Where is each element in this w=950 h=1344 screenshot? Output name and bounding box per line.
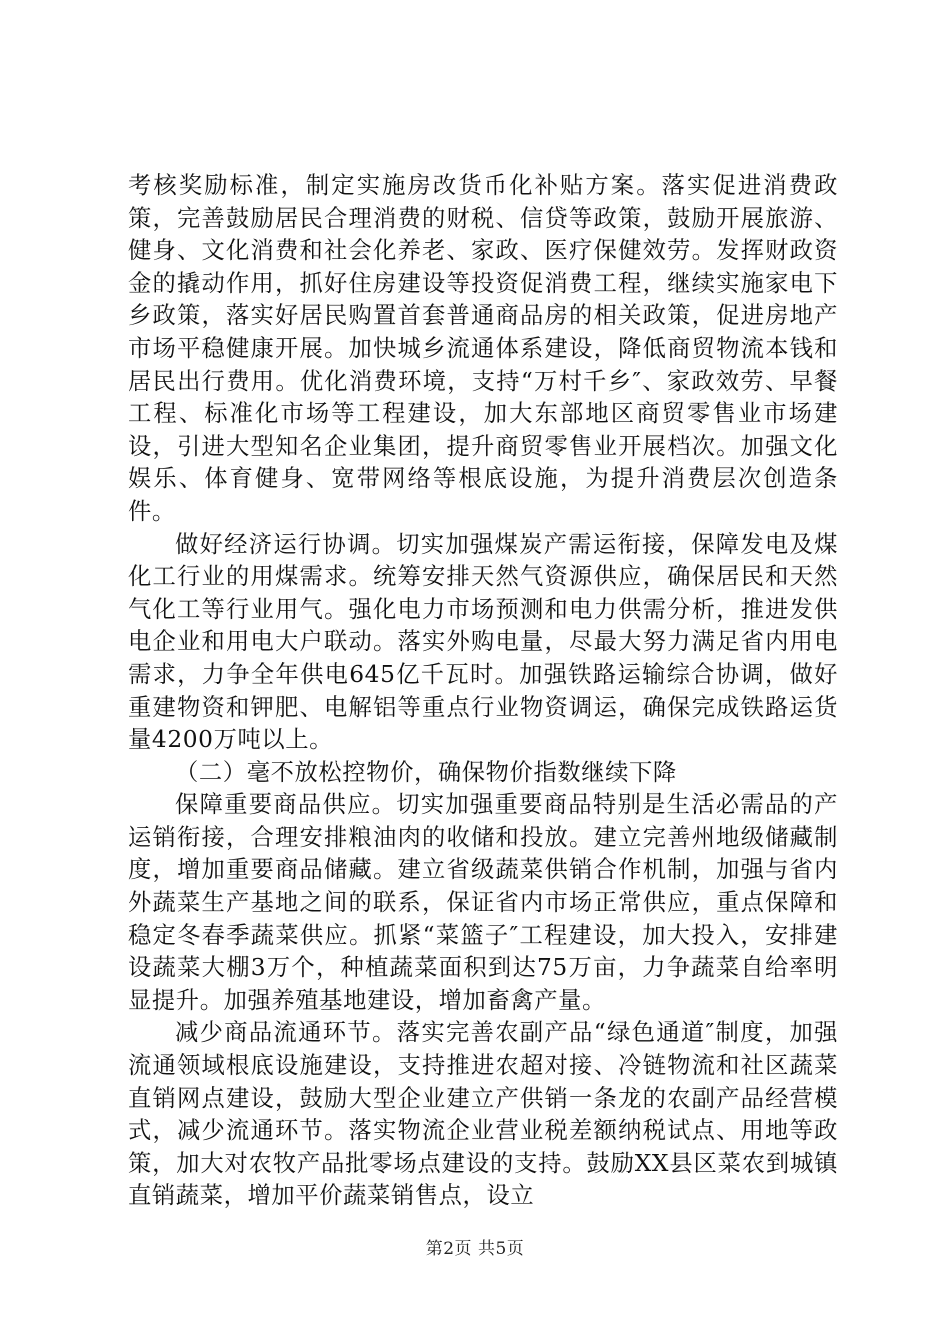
paragraph-consumption-policy: 考核奖励标准，制定实施房改货币化补贴方案。落实促进消费政策，完善鼓励居民合理消费的财税、信贷等政策，鼓励开展旅游、健身、文化消费和社会化养老、家政、医疗保健效劳。发挥财政资金的撬动作用，抓好住房建设等投资促消费工程，继续实施家电下乡政策，落实好居民购置首套普通商品房的相关政策，促进房地产市场平稳健康开展。加快城乡流通体系建设，降低商贸物流本钱和居民出行费用。优化消费环境，支持“万村千乡″、家政效劳、早餐工程、标准化市场等工程建设，加大东部地区商贸零售业市场建设，引进大型知名企业集团，提升商贸零售业开展档次。加强文化娱乐、体育健身、宽带网络等根底设施，为提升消费层次创造条件。: [128, 172, 838, 525]
paragraph-economic-coordination: 做好经济运行协调。切实加强煤炭产需运衔接，保障发电及煤化工行业的用煤需求。统筹安排天然气资源供应，确保居民和天然气化工等行业用气。强化电力市场预测和电力供需分析，推进发供电企业和用电大户联动。落实外购电量，尽最大努力满足省内用电需求，力争全年供电645亿千瓦时。加强铁路运输综合协调，做好重建物资和钾肥、电解铝等重点行业物资调运，确保完成铁路运货量4200万吨以上。: [128, 530, 838, 754]
paragraph-commodity-supply: 保障重要商品供应。切实加强重要商品特别是生活必需品的产运销衔接，合理安排粮油肉的收储和投放。建立完善州地级储藏制度，增加重要商品储藏。建立省级蔬菜供销合作机制，加强与省内外蔬菜生产基地之间的联系，保证省内市场正常供应，重点保障和稳定冬春季蔬菜供应。抓紧“菜篮子″工程建设，加大投入，安排建设蔬菜大棚3万个，种植蔬菜面积到达75万亩，力争蔬菜自给率明显提升。加强养殖基地建设，增加畜禽产量。: [128, 791, 838, 1014]
paragraph-circulation-reduction: 减少商品流通环节。落实完善农副产品“绿色通道″制度，加强流通领域根底设施建设，支持推进农超对接、冷链物流和社区蔬菜直销网点建设，鼓励大型企业建立产供销一条龙的农副产品经营模式，减少流通环节。落实物流企业营业税差额纳税试点、用地等政策，加大对农牧产品批零场点建设的支持。鼓励XX县区菜农到城镇直销蔬菜，增加平价蔬菜销售点，设立: [128, 1019, 838, 1210]
section-heading-price-control: （二）毫不放松控物价，确保物价指数继续下降: [175, 758, 677, 786]
page-number-footer: 第2页 共5页: [425, 1239, 525, 1259]
body-text: [128, 170, 838, 1213]
